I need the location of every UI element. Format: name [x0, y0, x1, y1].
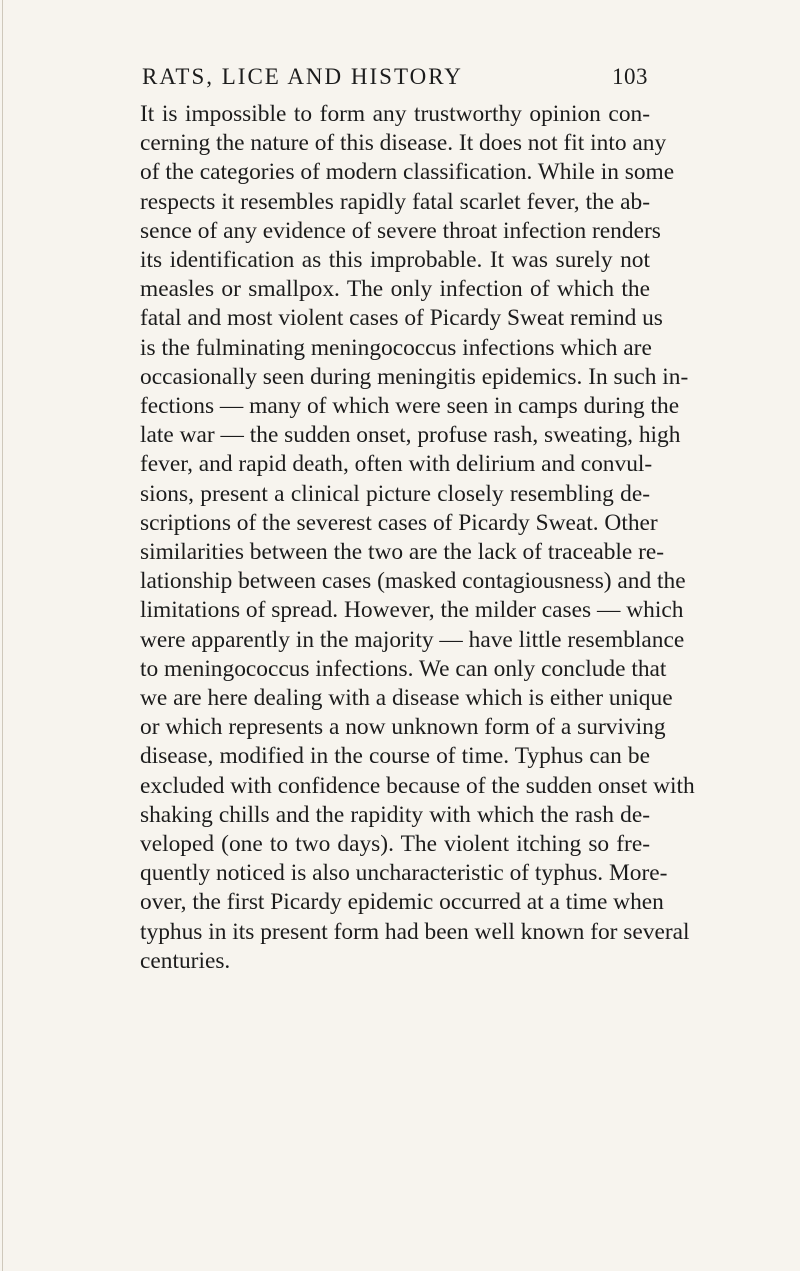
text-line: disease, modified in the course of time. Typhus can be	[140, 743, 650, 770]
text-line: fever, and rapid death, often with delirium and convul-	[140, 451, 653, 478]
text-line: to meningococcus infections. We can only conclude that	[140, 655, 667, 682]
text-line: typhus in its present form had been well known for several	[140, 918, 690, 945]
text-line: fections — many of which were seen in camps during the	[140, 393, 680, 420]
text-line: lationship between cases (masked contagiousness) and the	[140, 568, 686, 595]
text-line: sence of any evidence of severe throat infection renders	[140, 217, 661, 244]
text-line: measles or smallpox. The only infection of which the	[140, 276, 650, 303]
text-line: veloped (one to two days). The violent itching so fre-	[140, 831, 650, 858]
page-gutter-line	[2, 0, 3, 1271]
text-line: cerning the nature of this disease. It does not fit into any	[140, 130, 667, 157]
text-line: respects it resembles rapidly fatal scarlet fever, the ab-	[140, 188, 650, 215]
text-line: or which represents a now unknown form of a surviving	[140, 714, 666, 741]
text-line: of the categories of modern classification. While in some	[140, 159, 675, 186]
text-line: limitations of spread. However, the milder cases — which	[140, 597, 684, 624]
text-line: its identification as this improbable. It was surely not	[140, 247, 650, 274]
text-line: were apparently in the majority — have little resemblance	[140, 626, 685, 653]
text-line: excluded with confidence because of the sudden onset with	[140, 772, 695, 799]
body-paragraph	[140, 100, 695, 976]
text-line: over, the first Picardy epidemic occurred at a time when	[140, 889, 664, 916]
text-line: shaking chills and the rapidity with which the rash de-	[140, 801, 650, 828]
text-line: quently noticed is also uncharacteristic of typhus. More-	[140, 860, 668, 887]
text-line: occasionally seen during meningitis epidemics. In such in-	[140, 363, 689, 390]
running-head-title: RATS, LICE AND HISTORY	[142, 64, 463, 89]
book-page	[140, 62, 695, 976]
text-line: sions, present a clinical picture closely resembling de-	[140, 480, 650, 507]
text-line: we are here dealing with a disease which is either unique	[140, 685, 673, 712]
text-line: fatal and most violent cases of Picardy Sweat remind us	[140, 305, 663, 332]
text-line: late war — the sudden onset, profuse rash, sweating, high	[140, 422, 681, 449]
text-line: is the fulminating meningococcus infections which are	[140, 334, 652, 361]
text-line: similarities between the two are the lack of traceable re-	[140, 539, 665, 566]
running-head	[140, 62, 650, 98]
text-line-last: centuries.	[140, 947, 231, 974]
page-number: 103	[612, 64, 648, 89]
text-line: scriptions of the severest cases of Picardy Sweat. Other	[140, 509, 658, 536]
text-line: It is impossible to form any trustworthy opinion con-	[140, 101, 650, 127]
